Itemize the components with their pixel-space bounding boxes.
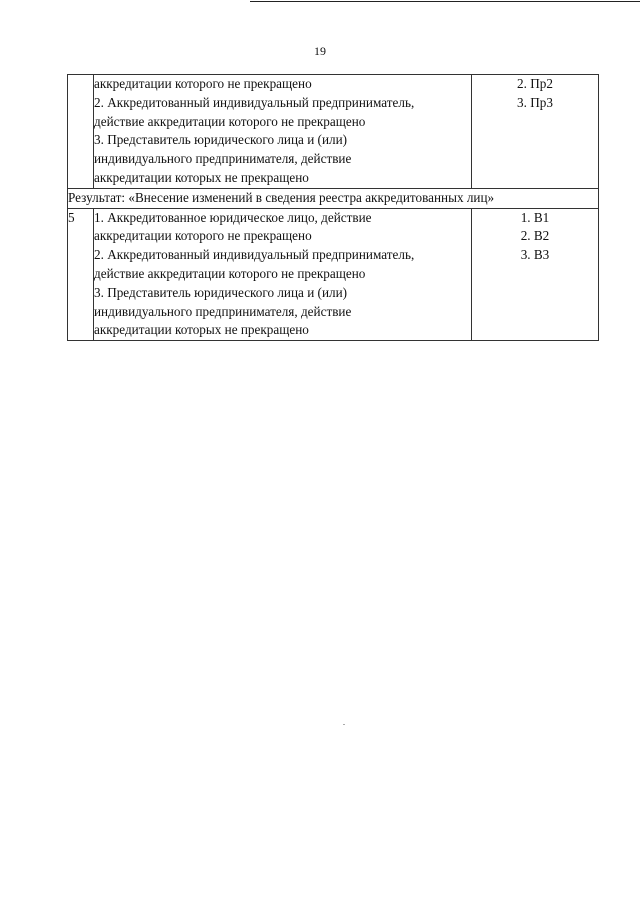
variant-code: 2. Пр2 (517, 76, 553, 91)
variant-code: 1. В1 (520, 209, 550, 225)
text-line: 2. Аккредитованный индивидуальный предприниматель, (94, 247, 415, 263)
text-line: аккредитации которого не прекращено (94, 76, 312, 91)
text-line: 1. Аккредитованное юридическое лицо, действие (94, 209, 372, 225)
row-number-cell (68, 75, 94, 189)
text-line: действие аккредитации которого не прекращено (94, 113, 366, 129)
text-line: 3. Представитель юридического лица и (или) (94, 132, 348, 148)
text-line: индивидуального предпринимателя, действие (94, 303, 352, 319)
table-row-result (68, 188, 599, 208)
row-number-cell: 5 (68, 208, 94, 341)
result-cell: Результат: «Внесение изменений в сведения реестра аккредитованных лиц» (68, 188, 599, 208)
text-line: аккредитации которых не прекращено (94, 322, 309, 338)
variant-codes-cell (472, 208, 599, 341)
applicant-list-cell (94, 75, 472, 189)
text-line: 3. Представитель юридического лица и (или) (94, 284, 348, 300)
text-line: аккредитации которых не прекращено (94, 169, 309, 185)
variant-code: 3. Пр3 (517, 94, 553, 110)
text-line: аккредитации которого не прекращено (94, 228, 312, 244)
variant-code: 3. В3 (520, 247, 550, 263)
applicant-list-cell (94, 208, 472, 341)
variant-codes-cell (472, 75, 599, 189)
text-line: индивидуального предпринимателя, действие (94, 151, 352, 167)
table-row-continued (68, 75, 599, 189)
top-edge-rule (250, 1, 640, 2)
variant-code: 2. В2 (520, 228, 550, 244)
text-line: 2. Аккредитованный индивидуальный предприниматель, (94, 94, 415, 110)
scan-speck (343, 724, 345, 725)
table-row-5 (68, 208, 599, 341)
text-line: действие аккредитации которого не прекращено (94, 265, 366, 281)
applicant-table (67, 74, 599, 341)
page-number: 19 (314, 44, 326, 58)
